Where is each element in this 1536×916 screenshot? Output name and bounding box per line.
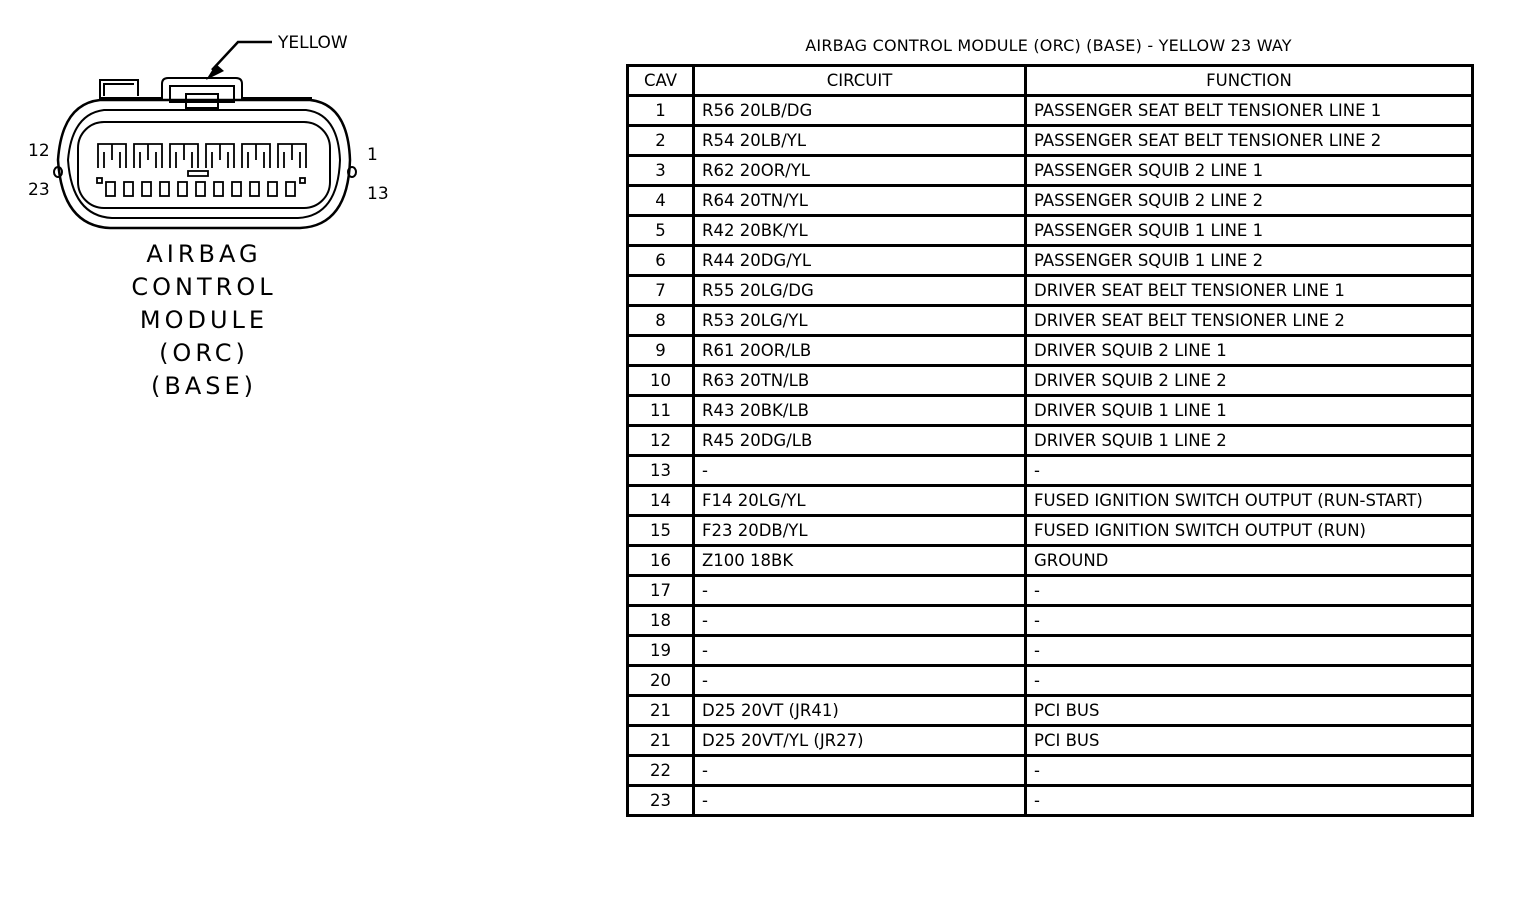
cav-cell: 23	[628, 786, 694, 816]
function-cell: DRIVER SQUIB 1 LINE 2	[1026, 426, 1473, 456]
cav-cell: 10	[628, 366, 694, 396]
header-cav: CAV	[628, 66, 694, 96]
cav-cell: 21	[628, 726, 694, 756]
pin-cavity-bottom	[160, 182, 169, 196]
cav-cell: 11	[628, 396, 694, 426]
function-cell: GROUND	[1026, 546, 1473, 576]
pin-cavity-bottom	[250, 182, 259, 196]
function-cell: DRIVER SQUIB 1 LINE 1	[1026, 396, 1473, 426]
circuit-cell: F14 20LG/YL	[694, 486, 1026, 516]
cav-cell: 5	[628, 216, 694, 246]
table-row	[628, 726, 1473, 756]
table-row	[628, 426, 1473, 456]
table-row	[628, 126, 1473, 156]
circuit-cell: Z100 18BK	[694, 546, 1026, 576]
cav-cell: 4	[628, 186, 694, 216]
pin-label-top-right: 1	[367, 145, 378, 165]
module-name-line: AIRBAG	[146, 240, 262, 268]
module-name-line: (BASE)	[150, 372, 257, 400]
function-cell: FUSED IGNITION SWITCH OUTPUT (RUN)	[1026, 516, 1473, 546]
pin-cavity-bottom	[106, 182, 115, 196]
table-row	[628, 96, 1473, 126]
function-cell: -	[1026, 456, 1473, 486]
function-cell: -	[1026, 756, 1473, 786]
header-circuit: CIRCUIT	[694, 66, 1026, 96]
table-row	[628, 186, 1473, 216]
circuit-cell: -	[694, 786, 1026, 816]
circuit-cell: F23 20DB/YL	[694, 516, 1026, 546]
circuit-cell: R45 20DG/LB	[694, 426, 1026, 456]
table-row	[628, 396, 1473, 426]
circuit-cell: R43 20BK/LB	[694, 396, 1026, 426]
cav-cell: 17	[628, 576, 694, 606]
table-row	[628, 306, 1473, 336]
cav-cell: 18	[628, 606, 694, 636]
function-cell: -	[1026, 666, 1473, 696]
cav-cell: 20	[628, 666, 694, 696]
table-title: AIRBAG CONTROL MODULE (ORC) (BASE) - YELLOW 23 WAY	[805, 36, 1292, 55]
cav-cell: 15	[628, 516, 694, 546]
table-row	[628, 666, 1473, 696]
pin-label-top-left: 12	[28, 141, 50, 161]
header-function: FUNCTION	[1026, 66, 1473, 96]
circuit-cell: D25 20VT/YL (JR27)	[694, 726, 1026, 756]
circuit-cell: R42 20BK/YL	[694, 216, 1026, 246]
table-row	[628, 696, 1473, 726]
function-cell: DRIVER SQUIB 2 LINE 2	[1026, 366, 1473, 396]
module-name-line: CONTROL	[131, 273, 277, 301]
function-cell: DRIVER SEAT BELT TENSIONER LINE 1	[1026, 276, 1473, 306]
circuit-cell: -	[694, 666, 1026, 696]
function-cell: FUSED IGNITION SWITCH OUTPUT (RUN-START)	[1026, 486, 1473, 516]
circuit-cell: -	[694, 636, 1026, 666]
function-cell: -	[1026, 786, 1473, 816]
cav-cell: 3	[628, 156, 694, 186]
table-row	[628, 786, 1473, 816]
function-cell: PASSENGER SQUIB 1 LINE 2	[1026, 246, 1473, 276]
circuit-cell: R53 20LG/YL	[694, 306, 1026, 336]
pin-cavity-bottom	[142, 182, 151, 196]
pin-cavity-bottom	[268, 182, 277, 196]
module-name	[60, 238, 348, 403]
table-row	[628, 516, 1473, 546]
table-row	[628, 246, 1473, 276]
pin-cavity-bottom	[286, 182, 295, 196]
circuit-cell: R56 20LB/DG	[694, 96, 1026, 126]
cav-cell: 21	[628, 696, 694, 726]
pin-row-top	[98, 144, 306, 168]
function-cell: DRIVER SQUIB 2 LINE 1	[1026, 336, 1473, 366]
function-cell: PASSENGER SQUIB 1 LINE 1	[1026, 216, 1473, 246]
function-cell: PCI BUS	[1026, 726, 1473, 756]
cav-cell: 1	[628, 96, 694, 126]
cav-cell: 7	[628, 276, 694, 306]
circuit-cell: R63 20TN/LB	[694, 366, 1026, 396]
connector-drawing	[0, 0, 420, 240]
circuit-cell: -	[694, 576, 1026, 606]
module-name-line: MODULE	[139, 306, 269, 334]
pinout-table	[626, 64, 1474, 817]
circuit-cell: R61 20OR/LB	[694, 336, 1026, 366]
pin-cavity-top	[206, 144, 234, 168]
function-cell: PCI BUS	[1026, 696, 1473, 726]
cav-cell: 16	[628, 546, 694, 576]
pin-label-bottom-right: 13	[367, 184, 389, 204]
pin-marker	[300, 178, 305, 183]
connector-color-callout: YELLOW	[278, 33, 348, 53]
connector-figure	[0, 0, 420, 420]
pin-cavity-bottom	[214, 182, 223, 196]
pin-cavity-bottom	[232, 182, 241, 196]
table-row	[628, 636, 1473, 666]
cav-cell: 14	[628, 486, 694, 516]
cav-cell: 8	[628, 306, 694, 336]
function-cell: PASSENGER SQUIB 2 LINE 2	[1026, 186, 1473, 216]
cav-cell: 13	[628, 456, 694, 486]
table-row	[628, 456, 1473, 486]
pin-cavity-top	[278, 144, 306, 168]
table-row	[628, 366, 1473, 396]
circuit-cell: R64 20TN/YL	[694, 186, 1026, 216]
function-cell: PASSENGER SEAT BELT TENSIONER LINE 1	[1026, 96, 1473, 126]
table-row	[628, 576, 1473, 606]
circuit-cell: R54 20LB/YL	[694, 126, 1026, 156]
pin-cavity-top	[170, 144, 198, 168]
table-row	[628, 156, 1473, 186]
pin-label-bottom-left: 23	[28, 180, 50, 200]
pin-cavity-bottom	[178, 182, 187, 196]
circuit-cell: R44 20DG/YL	[694, 246, 1026, 276]
table-row	[628, 276, 1473, 306]
pin-row-bottom	[97, 171, 305, 196]
pin-cavity-top	[242, 144, 270, 168]
function-cell: PASSENGER SQUIB 2 LINE 1	[1026, 156, 1473, 186]
function-cell: -	[1026, 576, 1473, 606]
circuit-cell: D25 20VT (JR41)	[694, 696, 1026, 726]
pin-cavity-bottom	[124, 182, 133, 196]
table-row	[628, 336, 1473, 366]
table-row	[628, 606, 1473, 636]
function-cell: DRIVER SEAT BELT TENSIONER LINE 2	[1026, 306, 1473, 336]
cav-cell: 2	[628, 126, 694, 156]
cav-cell: 6	[628, 246, 694, 276]
module-name-line: (ORC)	[159, 339, 249, 367]
function-cell: -	[1026, 636, 1473, 666]
pin-marker	[97, 178, 102, 183]
table-row	[628, 216, 1473, 246]
circuit-cell: R55 20LG/DG	[694, 276, 1026, 306]
circuit-cell: R62 20OR/YL	[694, 156, 1026, 186]
table-row	[628, 486, 1473, 516]
center-key	[188, 171, 208, 176]
function-cell: PASSENGER SEAT BELT TENSIONER LINE 2	[1026, 126, 1473, 156]
pin-cavity-bottom	[196, 182, 205, 196]
callout-leader-line	[212, 42, 272, 70]
table-row	[628, 546, 1473, 576]
cav-cell: 12	[628, 426, 694, 456]
cav-cell: 9	[628, 336, 694, 366]
cav-cell: 19	[628, 636, 694, 666]
circuit-cell: -	[694, 456, 1026, 486]
pin-cavity-top	[98, 144, 126, 168]
pin-cavity-top	[134, 144, 162, 168]
function-cell: -	[1026, 606, 1473, 636]
table-header-row	[628, 66, 1473, 96]
circuit-cell: -	[694, 756, 1026, 786]
cav-cell: 22	[628, 756, 694, 786]
table-row	[628, 756, 1473, 786]
circuit-cell: -	[694, 606, 1026, 636]
